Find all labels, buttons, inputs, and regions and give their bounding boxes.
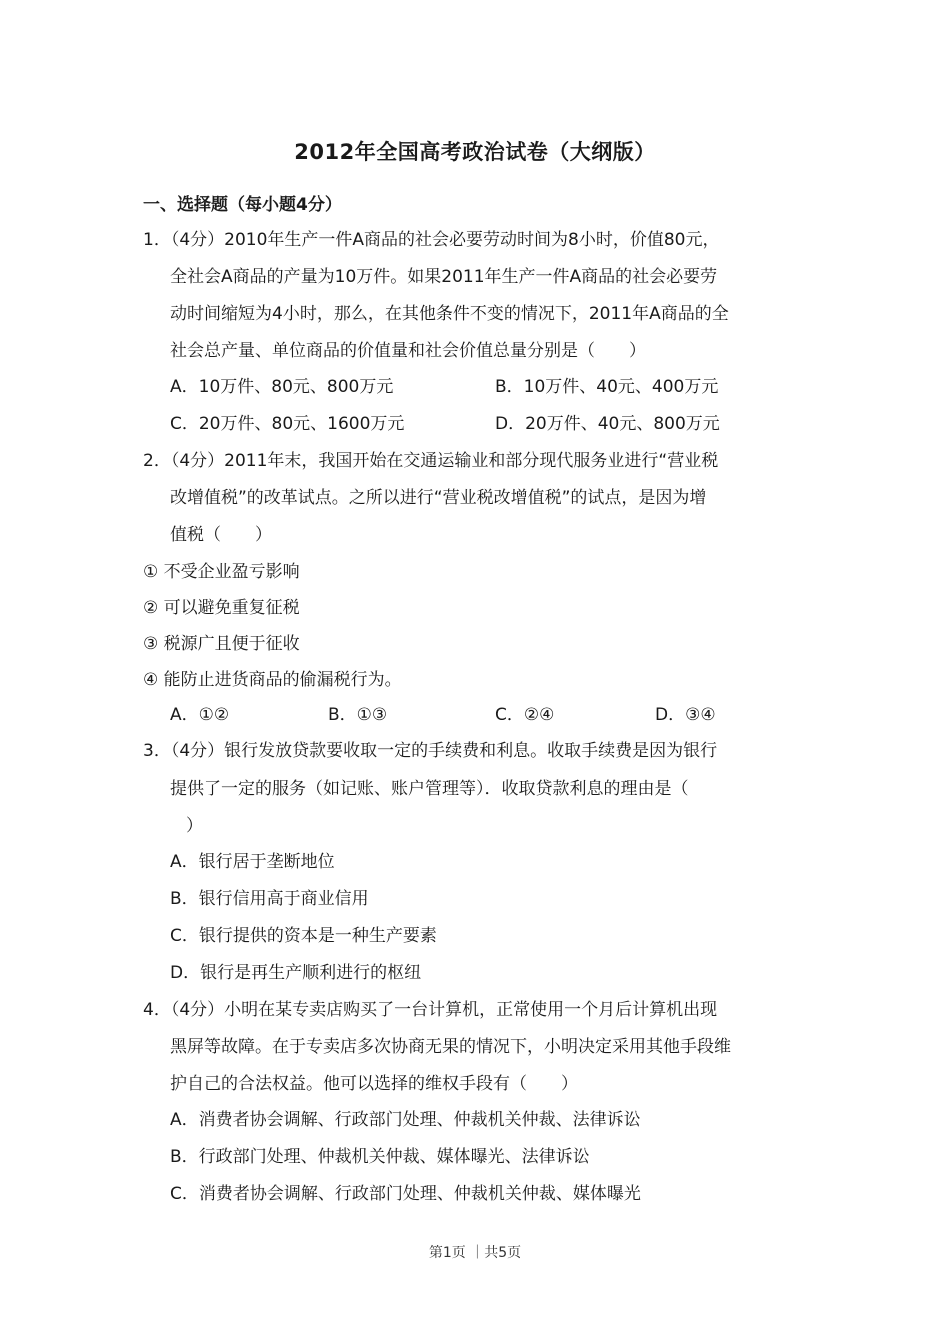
question-2-line-3: 值税（ ） bbox=[170, 525, 272, 545]
question-2-item-2: ② 可以避免重复征税 bbox=[143, 598, 300, 618]
question-2-line-2: 改增值税”的改革试点。之所以进行“营业税改增值税”的试点，是因为增 bbox=[170, 488, 707, 508]
question-4-line-1: 4．（4分）小明在某专卖店购买了一台计算机，正常使用一个月后计算机出现 bbox=[143, 1000, 718, 1020]
question-1-line-3: 动时间缩短为4小时，那么，在其他条件不变的情况下，2011年A商品的全 bbox=[170, 304, 729, 324]
question-2-option-c: C．②④ bbox=[495, 705, 555, 725]
question-1-option-a: A．10万件、80元、800万元 bbox=[170, 377, 394, 397]
question-3-line-2: 提供了一定的服务（如记账、账户管理等）．收取贷款利息的理由是（ bbox=[170, 779, 689, 799]
question-3-line-3: ） bbox=[186, 816, 203, 836]
page-title: 2012年全国高考政治试卷（大纲版） bbox=[294, 140, 656, 164]
question-1-option-b: B．10万件、40元、400万元 bbox=[495, 377, 719, 397]
page-footer: 第1页 ｜共5页 bbox=[428, 1245, 522, 1261]
question-4-option-b: B．行政部门处理、仲裁机关仲裁、媒体曝光、法律诉讼 bbox=[170, 1147, 590, 1167]
question-3-option-d: D．银行是再生产顺利进行的枢纽 bbox=[170, 963, 422, 983]
question-1-line-2: 全社会A商品的产量为10万件。如果2011年生产一件A商品的社会必要劳 bbox=[170, 267, 718, 287]
question-4-option-a: A．消费者协会调解、行政部门处理、仲裁机关仲裁、法律诉讼 bbox=[170, 1110, 641, 1130]
question-2-option-b: B．①③ bbox=[328, 705, 388, 725]
question-2-option-a: A．①② bbox=[170, 705, 230, 725]
question-2-line-1: 2．（4分）2011年末，我国开始在交通运输业和部分现代服务业进行“营业税 bbox=[143, 451, 719, 471]
question-1-line-4: 社会总产量、单位商品的价值量和社会价值总量分别是（ ） bbox=[170, 341, 646, 361]
question-4-line-3: 护自己的合法权益。他可以选择的维权手段有（ ） bbox=[170, 1074, 578, 1094]
question-2-option-d: D．③④ bbox=[655, 705, 716, 725]
question-1-line-1: 1．（4分）2010年生产一件A商品的社会必要劳动时间为8小时，价值80元， bbox=[143, 230, 720, 250]
question-3-option-a: A．银行居于垄断地位 bbox=[170, 852, 335, 872]
section-heading: 一、选择题（每小题4分） bbox=[143, 195, 342, 215]
question-3-option-b: B．银行信用高于商业信用 bbox=[170, 889, 369, 909]
question-2-item-4: ④ 能防止进货商品的偷漏税行为。 bbox=[143, 670, 402, 690]
question-4-option-c: C．消费者协会调解、行政部门处理、仲裁机关仲裁、媒体曝光 bbox=[170, 1184, 641, 1204]
question-1-option-c: C．20万件、80元、1600万元 bbox=[170, 414, 405, 434]
question-3-line-1: 3．（4分）银行发放贷款要收取一定的手续费和利息。收取手续费是因为银行 bbox=[143, 741, 718, 761]
question-4-line-2: 黑屏等故障。在于专卖店多次协商无果的情况下，小明决定采用其他手段维 bbox=[170, 1037, 731, 1057]
question-2-item-1: ① 不受企业盈亏影响 bbox=[143, 562, 300, 582]
question-1-option-d: D．20万件、40元、800万元 bbox=[495, 414, 720, 434]
question-2-item-3: ③ 税源广且便于征收 bbox=[143, 634, 300, 654]
question-3-option-c: C．银行提供的资本是一种生产要素 bbox=[170, 926, 437, 946]
